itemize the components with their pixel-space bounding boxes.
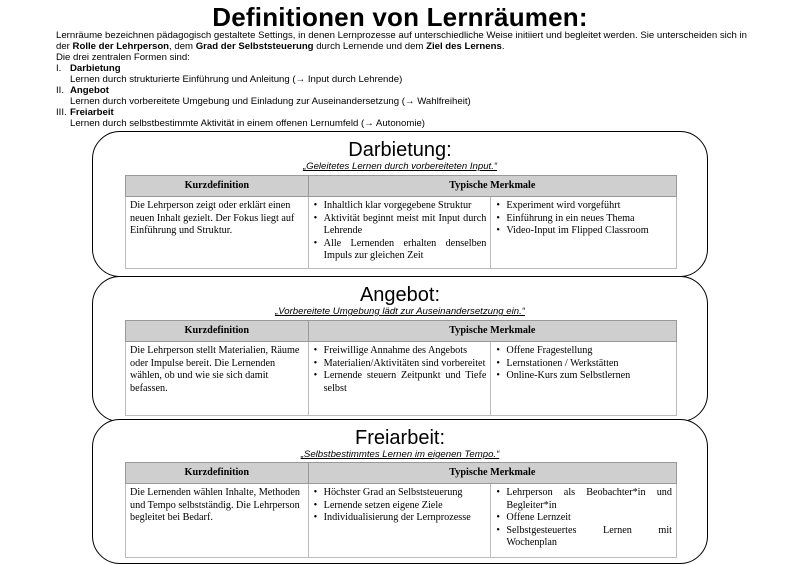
form-number: II. xyxy=(56,85,64,96)
feature-item: • Lehrperson als Beobachter*in und Begleiter*in xyxy=(495,487,672,512)
feature-item: • Lernende setzen eigene Ziele xyxy=(313,500,487,513)
column-header-definition: Kurzdefinition xyxy=(126,463,309,484)
feature-item: • Lernstationen / Werkstätten xyxy=(495,358,672,371)
feature-item: • Freiwillige Annahme des Angebots xyxy=(313,345,487,358)
intro-text: durch Lernende und dem xyxy=(313,41,427,52)
intro-paragraph xyxy=(56,30,786,63)
intro-line-2 xyxy=(56,41,786,52)
feature-item: • Materialien/Aktivitäten sind vorbereitet xyxy=(313,358,487,371)
definition-cell: Die Lehrperson stellt Materialien, Räume oder Impulse bereit. Die Lernenden wählen, ob und wie sie sich damit befassen. xyxy=(126,342,309,416)
column-header-definition: Kurzdefinition xyxy=(126,321,309,342)
card-heading: Darbietung: xyxy=(348,139,452,161)
form-description: Lernen durch selbstbestimmte Aktivität in einem offenen Lernumfeld (→ Autonomie) xyxy=(70,118,425,129)
definition-cell: Die Lehrperson zeigt oder erklärt einen neuen Inhalt gezielt. Der Fokus liegt auf Einführung und Struktur. xyxy=(126,197,309,269)
intro-line-3: Die drei zentralen Formen sind: xyxy=(56,52,190,63)
page-title: Definitionen von Lernräumen: xyxy=(212,2,588,32)
intro-line-1: Lernräume bezeichnen pädagogisch gestaltete Settings, in denen Lernprozesse auf unterschiedliche Weise initiiert und begleitet werden. Sie unterscheiden sich in xyxy=(56,30,748,41)
intro-bold-selfsteering: Grad der Selbststeuerung xyxy=(195,41,314,52)
form-description: Lernen durch strukturierte Einführung und Anleitung (→ Input durch Lehrende) xyxy=(70,74,403,85)
feature-item: • Offene Fragestellung xyxy=(495,345,672,358)
intro-text: der xyxy=(56,41,73,52)
form-description: Lernen durch vorbereitete Umgebung und Einladung zur Auseinandersetzung (→ Wahlfreiheit) xyxy=(70,96,471,107)
card-heading: Angebot: xyxy=(359,284,441,306)
definition-table xyxy=(125,320,677,416)
intro-bold-goal: Ziel des Lernens xyxy=(426,41,502,52)
card-angebot xyxy=(92,276,708,422)
feature-item: • Höchster Grad an Selbststeuerung xyxy=(313,487,487,500)
column-header-features: Typische Merkmale xyxy=(308,463,676,484)
card-subtitle: „Vorbereitete Umgebung lädt zur Auseinandersetzung ein.“ xyxy=(275,306,525,317)
feature-item: • Alle Lernenden erhalten denselben Impuls zur gleichen Zeit xyxy=(313,238,487,263)
feature-item: • Selbstgesteuertes Lernen mit Wochenplan xyxy=(495,525,672,550)
form-name: Darbietung xyxy=(70,63,121,74)
definition-table xyxy=(125,175,677,269)
feature-item: • Einführung in ein neues Thema xyxy=(495,213,672,226)
form-item xyxy=(56,63,756,85)
column-header-definition: Kurzdefinition xyxy=(126,176,309,197)
column-header-features: Typische Merkmale xyxy=(308,321,676,342)
examples-cell xyxy=(491,342,677,416)
feature-item: • Online-Kurs zum Selbstlernen xyxy=(495,370,672,383)
feature-item: • Lernende steuern Zeitpunkt und Tiefe selbst xyxy=(313,370,487,395)
form-item xyxy=(56,107,756,129)
form-name: Angebot xyxy=(70,85,109,96)
intro-text: . xyxy=(501,41,505,52)
feature-item: • Experiment wird vorgeführt xyxy=(495,200,672,213)
definition-cell: Die Lernenden wählen Inhalte, Methoden und Tempo selbstständig. Die Lehrperson begleitet bei Bedarf. xyxy=(126,484,309,558)
forms-list xyxy=(56,63,756,129)
features-cell xyxy=(308,484,491,558)
card-darbietung xyxy=(92,131,708,277)
intro-bold-role: Rolle der Lehrperson xyxy=(72,41,170,52)
form-number: III. xyxy=(56,107,67,118)
feature-item: • Inhaltlich klar vorgegebene Struktur xyxy=(313,200,487,213)
form-name: Freiarbeit xyxy=(70,107,114,118)
examples-cell xyxy=(491,484,677,558)
feature-item: • Offene Lernzeit xyxy=(495,512,672,525)
card-freiarbeit xyxy=(92,419,708,564)
card-subtitle: „Selbstbestimmtes Lernen im eigenen Tempo.“ xyxy=(300,449,500,460)
form-number: I. xyxy=(56,63,62,74)
column-header-features: Typische Merkmale xyxy=(308,176,676,197)
form-item xyxy=(56,85,756,107)
features-cell xyxy=(308,342,491,416)
feature-item: • Aktivität beginnt meist mit Input durch Lehrende xyxy=(313,213,487,238)
card-subtitle: „Geleitetes Lernen durch vorbereiteten Input.“ xyxy=(302,161,498,172)
feature-item: • Video-Input im Flipped Classroom xyxy=(495,225,672,238)
card-heading: Freiarbeit: xyxy=(354,427,446,449)
definition-table xyxy=(125,462,677,558)
features-cell xyxy=(308,197,491,269)
feature-item: • Individualisierung der Lernprozesse xyxy=(313,512,487,525)
examples-cell xyxy=(491,197,677,269)
intro-text: , dem xyxy=(169,41,196,52)
